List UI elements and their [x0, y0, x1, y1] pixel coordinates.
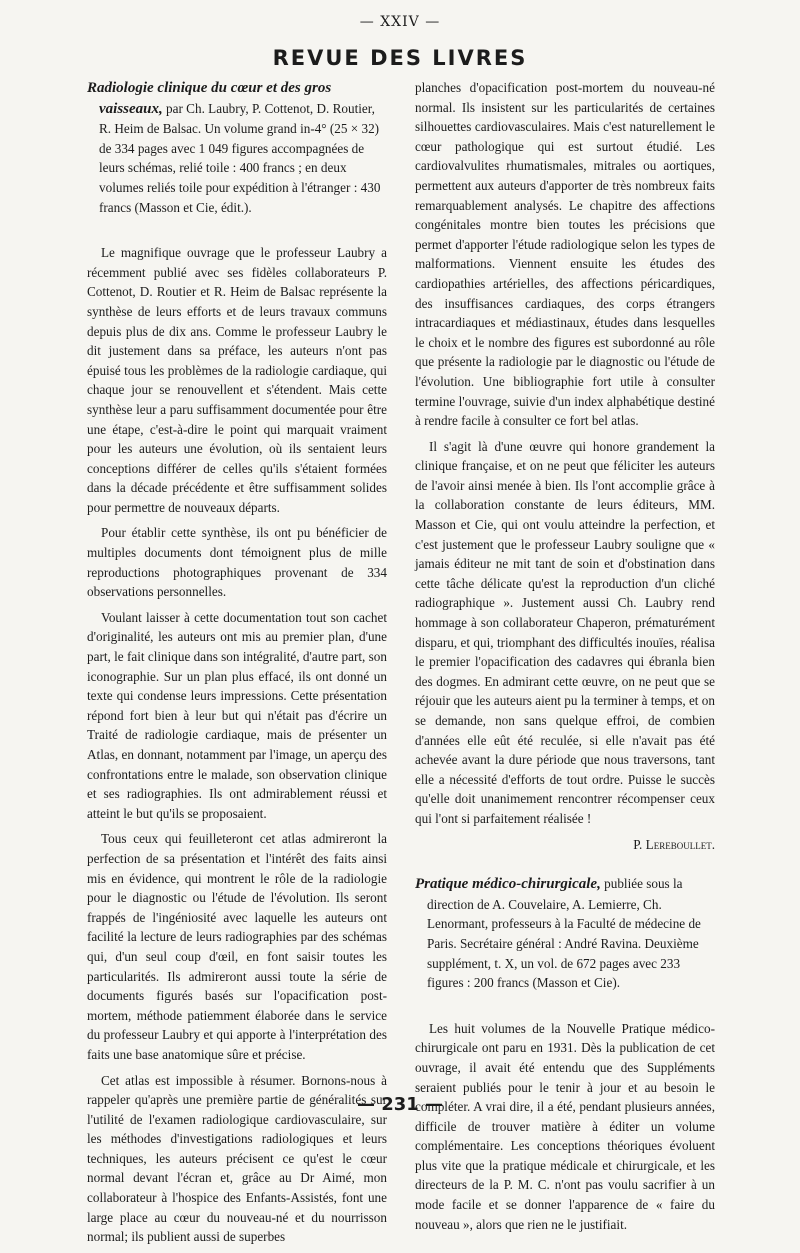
left-column: [87, 78, 387, 1253]
review1-paragraph: Voulant laisser à cette documentation tout son cachet d'originalité, les auteurs ont mis au premier plan, d'une part, le fait clinique dans son intégralité, d'autre part, son iconographie. Sur un plan plus effacé, ils ont donné un texte qui condense leurs impressions. Cette présentation répond fort bien à leur but qui n'était pas d'écrire un Traité de radiologie cardiaque, mais de présenter un Atlas, en donnant, notamment par l'image, un aperçu des confrontations entre le malade, son observation clinique et ses radiographies. Ils ont admirablement réussi et atteint le but qu'ils se proposaient.: [87, 609, 387, 821]
page-header: — XXIV —: [359, 14, 441, 30]
review1-paragraph: Pour établir cette synthèse, ils ont pu bénéficier de multiples documents dont témoignent plus de mille reproductions photographiques provenant de 334 observations personnelles.: [87, 525, 387, 600]
review2-title: Pratique médico-chirurgicale,: [415, 876, 601, 893]
review1-paragraph: planches d'opacification post-mortem du nouveau-né normal. Ils insistent sur les particularités de certaines silhouettes cardiovasculaires. Mais c'est naturellement le cœur pathologique qui est surtout étudié. Les cardiovalvulites rhumatismales, mitrales ou aortiques, permettent aux auteurs d'apporter de très nombreux faits remarquablement analysés. Le chapitre des affections congénitales montre bien toutes les précisions que permet d'apporter l'étude radiologique selon les types de malformations. Viennent ensuite les études des cardiopathies artérielles, des affections péricardiques, des insuffisances cardiaques, des corps étrangers intracardiaques et médiastinaux, études dans lesquelles le choix et le nombre des figures est subordonné au rôle que présente la radiologie par le diagnostic ou l'étude de l'évolution. Une bibliographie fort utile à consulter termine l'ouvrage, suivie d'un index alphabétique destiné à rendre facile à consulter ce fort bel atlas.: [415, 80, 715, 429]
review1-reference: par Ch. Laubry, P. Cottenot, D. Routier, R. Heim de Balsac. Un volume grand in-4° (25 × 32) de 334 pages avec 1 049 figures accompagnées de leurs schémas, relié toile : 400 francs ; en deux volumes reliés toile pour expédition à l'étranger : 430 francs (Masson et Cie, édit.).: [99, 100, 381, 215]
review1-title: Radiologie clinique du cœur et des gros vaisseaux,: [87, 80, 332, 117]
review1-paragraph: Tous ceux qui feuilleteront cet atlas admireront la perfection de sa présentation et l'intérêt des faits ainsi mis en évidence, qui montrent le rôle de la radiologie pour le diagnostic ou l'étude de l'évolution. Ils seront frappés de l'ingéniosité avec laquelle les auteurs ont facilité la lecture de leurs radiographies par des schémas qui, d'un seul coup d'œil, en font saisir toutes les particularités. Ils admireront aussi toute la série de documents figurés basés sur l'opacification post-mortem, méthode patiemment élaborée dans le service du professeur Laubry et qui apporte à l'interprétation des faits une base anatomique sûre et précise.: [87, 831, 387, 1062]
review2-heading: [415, 874, 715, 993]
section-title: REVUE DES LIVRES: [272, 46, 528, 70]
page-number: — 231 —: [356, 1094, 444, 1115]
review2-reference: publiée sous la direction de A. Couvelaire, A. Lemierre, Ch. Lenormant, professeurs à la Faculté de médecine de Paris. Secrétaire général : André Ravina. Deuxième supplément, t. X, un vol. de 672 pages avec 233 figures : 200 francs (Masson et Cie).: [427, 876, 701, 991]
review2-paragraph: Les huit volumes de la Nouvelle Pratique médico-chirurgicale ont paru en 1931. Dès la publication de cet ouvrage, il avait été entendu que des Suppléments seraient publiés pour le tenir à jour et au besoin le compléter. A vrai dire, il a été, pendant plusieurs années, difficile de trouver matière à éditer un volume complémentaire. Les conceptions théoriques évoluent plus vite que la pratique médicale et chirurgicale, et les directeurs de la P. M. C. n'ont pas voulu sacrifier à un mode facile et se donner l'apparence de « faire du nouveau », alors que rien ne le justifiait.: [415, 1020, 715, 1232]
review1-signature: P. Lereboullet.: [633, 836, 715, 852]
review1-paragraph: Le magnifique ouvrage que le professeur Laubry a récemment publié avec ses fidèles collaborateurs P. Cottenot, D. Routier et R. Heim de Balsac représente la synthèse de leurs efforts et de leurs travaux communs depuis plus de dix ans. Comme le professeur Laubry le dit justement dans sa préface, les auteurs n'ont pas épuisé tous les problèmes de la radiologie cardiaque, qui chaque jour se renouvellent et s'étendent. Mais cette synthèse leur a paru suffisamment documentée pour être une étape, c'est-à-dire le point qui marquait vraiment pour les auteurs une évolution, où ils sentaient leurs conceptions différer de celles qu'ils s'étaient formées dans la décade précédente et être suffisamment solides pour permettre de nouveaux départs.: [87, 245, 387, 515]
review1-paragraph: Il s'agit là d'une œuvre qui honore grandement la clinique française, et on ne peut que féliciter les auteurs de l'avoir ainsi menée à bien. Ils l'ont accomplie grâce à la collaboration constante de leurs éditeurs, MM. Masson et Cie, qui ont voulu atteindre la perfection, et c'est justement que le professeur Laubry souligne que « jamais éditeur ne mit tant de soin et d'obstination dans cette tâche délicate qu'est la reproduction d'un cliché radiographique ». Justement aussi Ch. Laubry rend hommage à son collaborateur Chaperon, prématurément disparu, et qui, triomphant des difficultés inouïes, réalisa le premier l'opacification des cadavres qui ébranla bien des dogmes. En admirant cette œuvre, on ne peut que se réjouir que les auteurs aient pu la terminer à temps, et on se demande, non sans quelque effroi, de combien d'années elle eût été reculée, si elle n'avait pas été achevée avant la dure période que nous traversons, tant elle a nécessité d'efforts de tout ordre. Puisse le succès qu'elle doit unanimement rencontrer récompenser ceux qui l'ont si parfaitement réalisée !: [415, 438, 715, 826]
right-column: [415, 78, 715, 1240]
review1-heading: [87, 78, 387, 217]
review1-paragraph: Cet atlas est impossible à résumer. Bornons-nous à rappeler qu'après une première partie de généralités sur l'utilité de l'examen radiologique cardiovasculaire, sur les méthodes d'investigations radiologiques et leurs techniques, les auteurs précisent ce qu'est le cœur normal devant l'écran et, grâce au Dr Aimé, mon collaborateur à l'hospice des Enfants-Assistés, font une large place au cœur du nouveau-né et du nourrisson normal; ils publient aussi de superbes: [87, 1072, 387, 1245]
